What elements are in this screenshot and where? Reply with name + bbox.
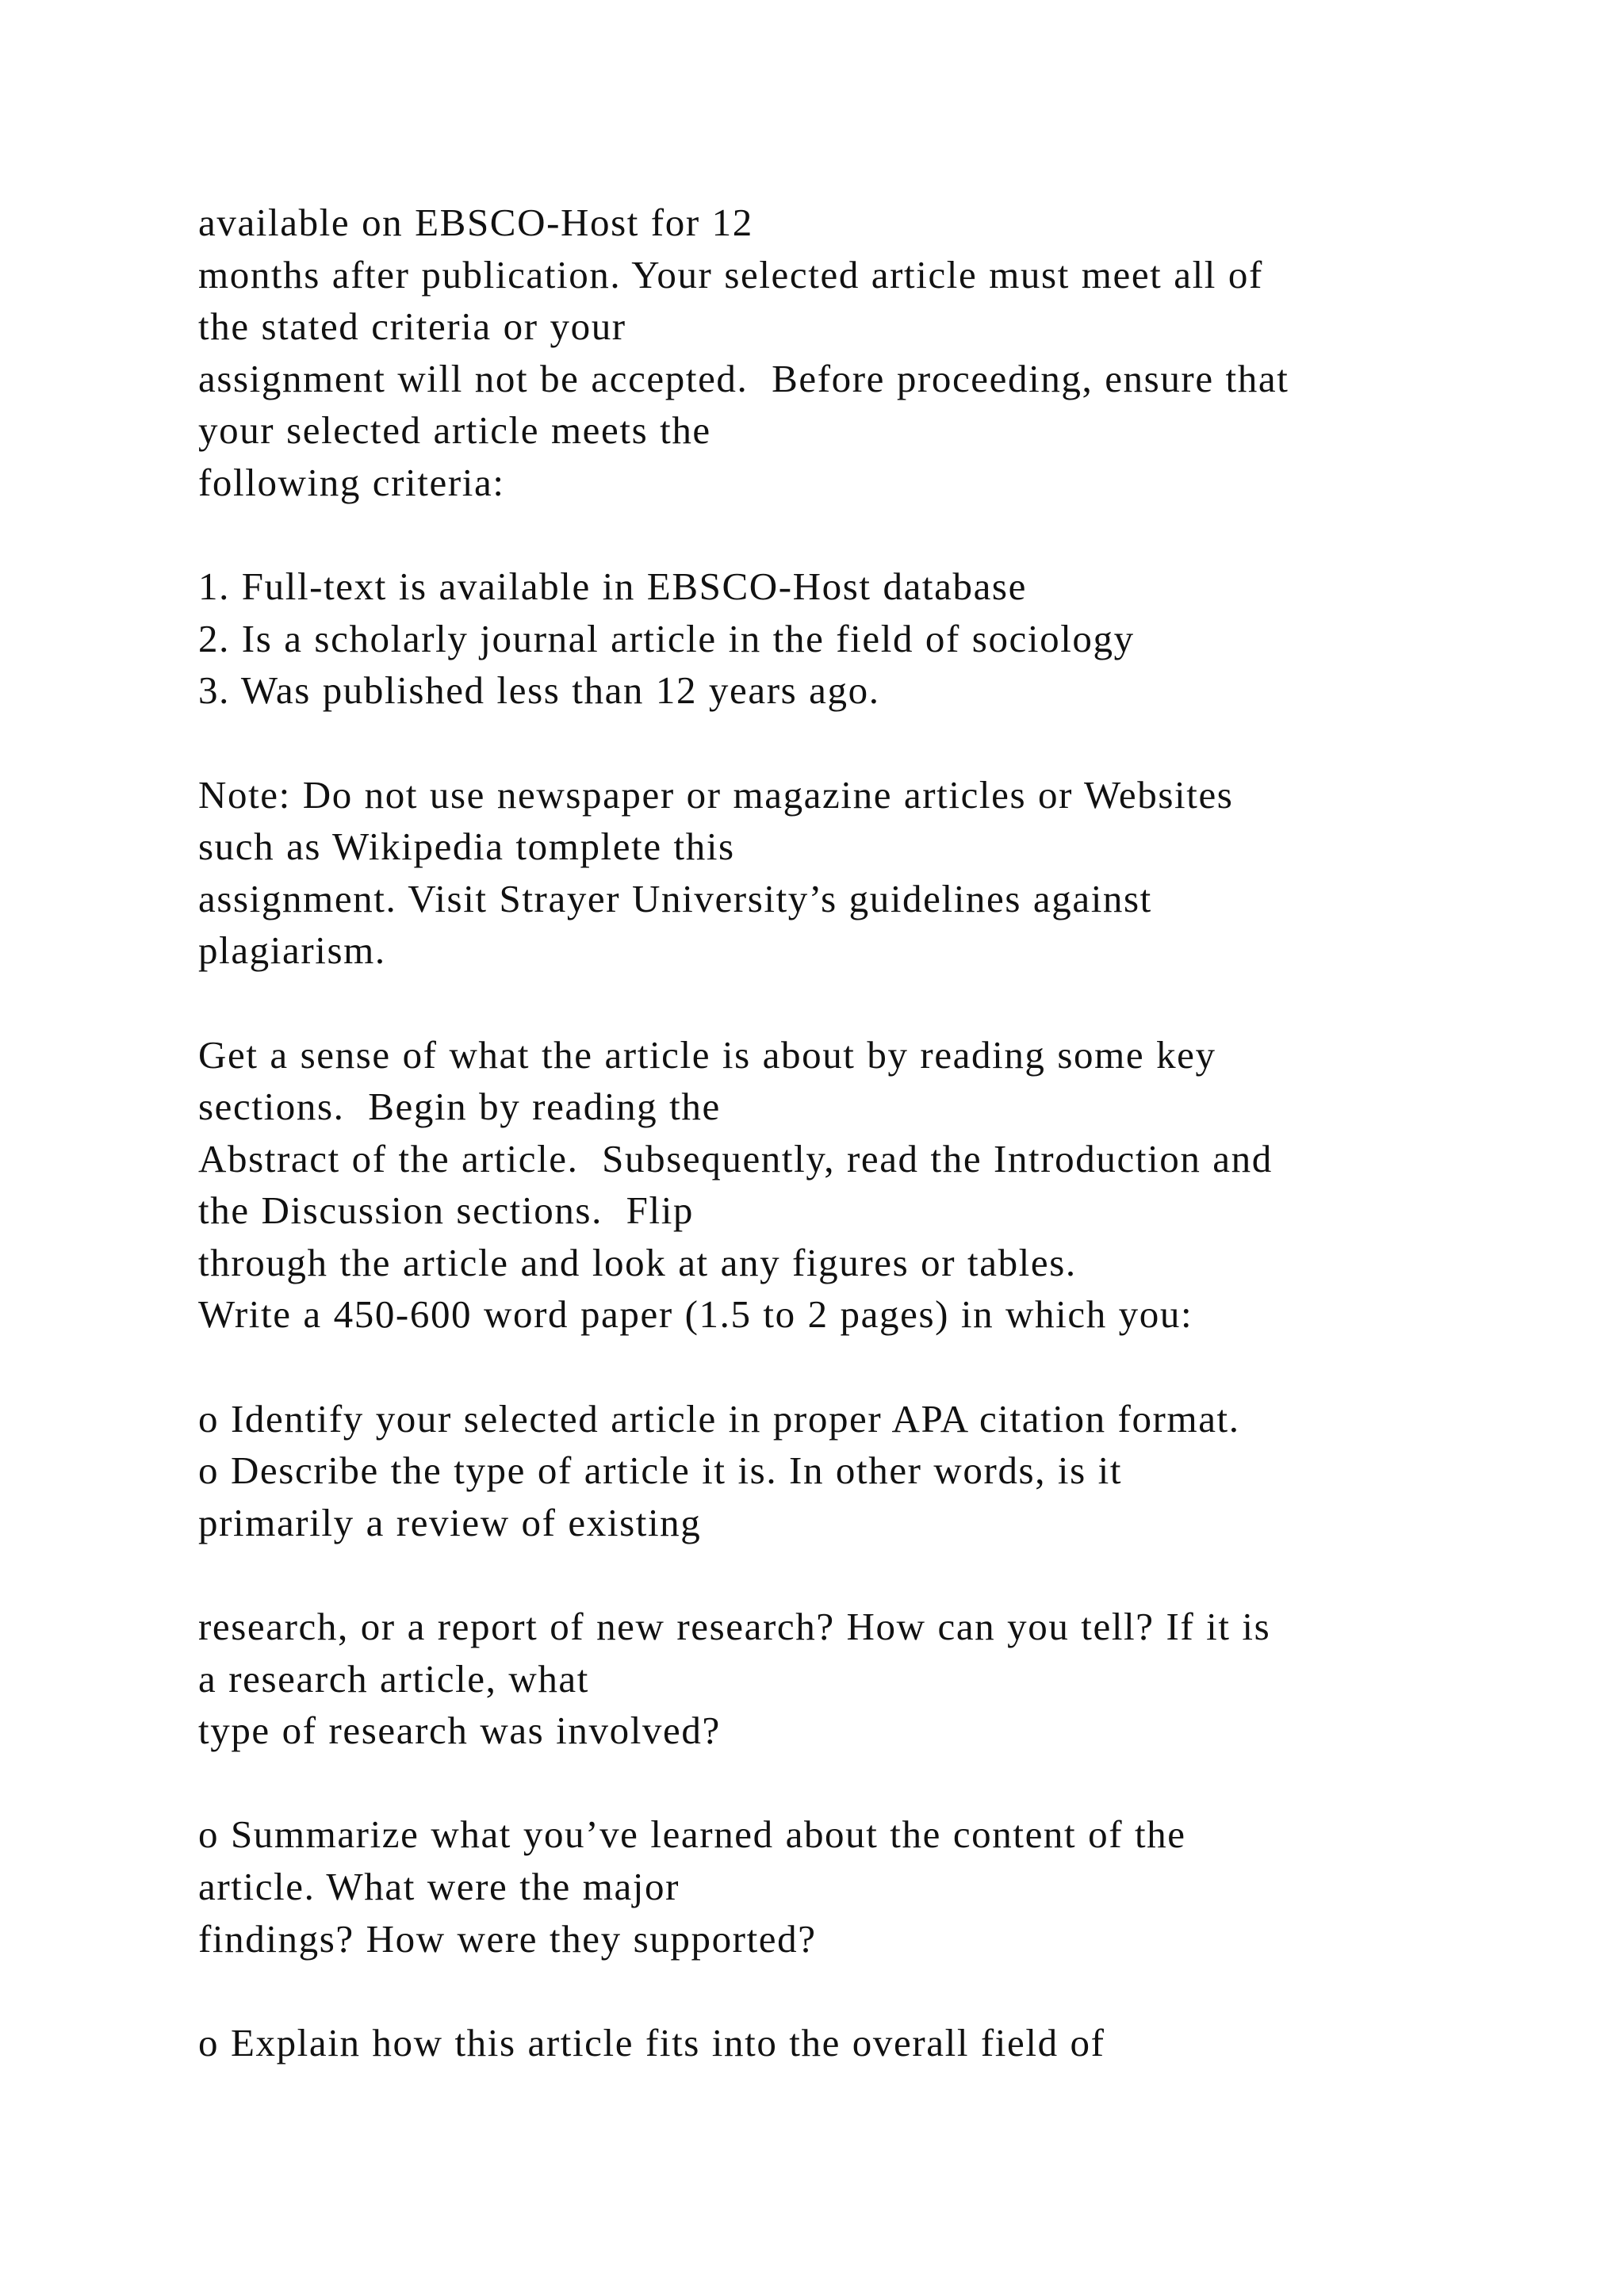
blank-line <box>198 1965 1546 2017</box>
text-line: Abstract of the article. Subsequently, read the Introduction and <box>198 1136 1273 1181</box>
list-item: 3. Was published less than 12 years ago. <box>198 668 880 713</box>
blank-line <box>198 717 1546 769</box>
blank-line <box>198 977 1546 1029</box>
text-line: primarily a review of existing <box>198 1500 702 1544</box>
blank-line <box>198 509 1546 561</box>
text-line: the Discussion sections. Flip <box>198 1188 695 1233</box>
text-line: research, or a report of new research? How can you tell? If it is <box>198 1605 1271 1649</box>
text-line: months after publication. Your selected article must meet all of <box>198 252 1263 297</box>
text-line: your selected article meets the <box>198 408 711 453</box>
list-item: o Describe the type of article it is. In other words, is it <box>198 1448 1123 1493</box>
list-item: o Explain how this article fits into the overall field of <box>198 2020 1105 2064</box>
text-line: a research article, what <box>198 1656 589 1701</box>
blank-line <box>198 1757 1546 1809</box>
text-line: findings? How were they supported? <box>198 1916 817 1961</box>
document-text <box>198 197 1546 2068</box>
list-item: 2. Is a scholarly journal article in the field of sociology <box>198 616 1135 660</box>
text-line: assignment will not be accepted. Before proceeding, ensure that <box>198 356 1289 400</box>
text-line: type of research was involved? <box>198 1709 721 1753</box>
text-line: the stated criteria or your <box>198 304 626 349</box>
text-line: through the article and look at any figures or tables. <box>198 1240 1077 1284</box>
text-line: following criteria: <box>198 460 505 504</box>
text-line: assignment. Visit Strayer University’s guidelines against <box>198 876 1152 920</box>
blank-line <box>198 1341 1546 1393</box>
text-line: Get a sense of what the article is about by reading some key <box>198 1032 1216 1077</box>
list-item: o Identify your selected article in proper APA citation format. <box>198 1396 1240 1441</box>
text-line: such as Wikipedia tomplete this <box>198 825 735 869</box>
text-line: plagiarism. <box>198 928 386 973</box>
text-line: Write a 450-600 word paper (1.5 to 2 pages) in which you: <box>198 1292 1193 1337</box>
text-line: sections. Begin by reading the <box>198 1085 721 1129</box>
text-line: available on EBSCO-Host for 12 <box>198 201 753 244</box>
blank-line <box>198 1548 1546 1601</box>
text-line: article. What were the major <box>198 1865 680 1908</box>
text-line: Note: Do not use newspaper or magazine articles or Websites <box>198 772 1234 817</box>
list-item: o Summarize what you’ve learned about the content of the <box>198 1812 1186 1857</box>
list-item: 1. Full-text is available in EBSCO-Host database <box>198 564 1027 609</box>
